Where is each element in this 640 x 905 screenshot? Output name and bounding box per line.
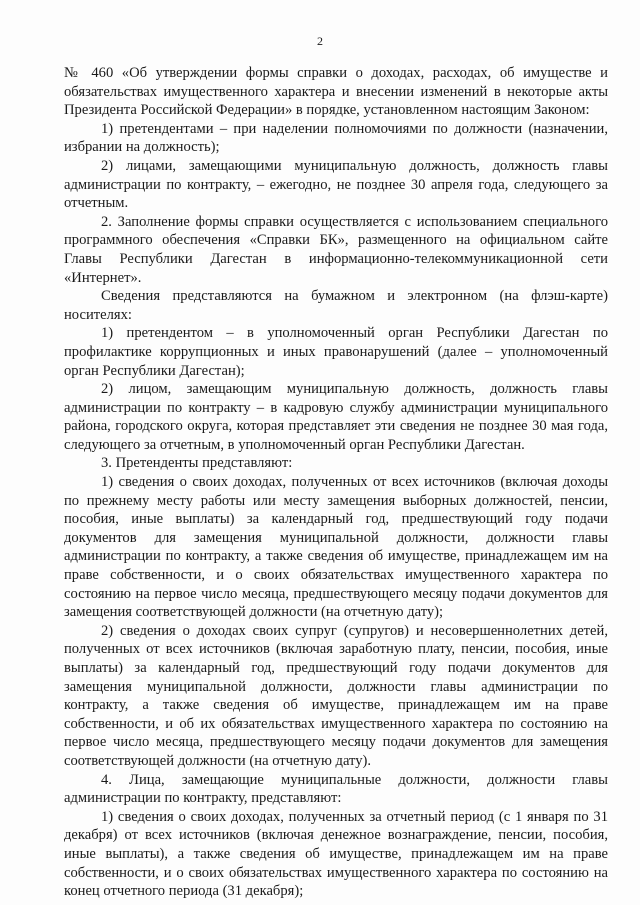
paragraph-reporting-income: 1) сведения о своих доходах, полученных за отчетный период (с 1 января по 31 декабря) от всех источников (включая денежное вознаграждение, пенсии, пособия, иные выплаты), а также сведения об имуществе, принадлежащем им на праве собственности, и о своих обязательствах имущественного характера по состоянию на конец отчетного периода (31 декабря);: [64, 808, 608, 900]
document-body: [64, 64, 608, 901]
paragraph-own-income: 1) сведения о своих доходах, полученных от всех источников (включая доходы по прежнему месту работы или месту замещения выборных должностей, пенсии, пособия, иные выплаты) за календарный год, предшествующий году подачи документов для замещения муниципальной должности, должности главы администрации по контракту, а также сведения об имуществе, принадлежащем им на праве собственности, и о своих обязательствах имущественного характера по состоянию на первое число месяца, предшествующего месяцу подачи документов для замещения соответствующей должности (на отчетную дату);: [64, 474, 608, 621]
paragraph-official-submission: 2) лицом, замещающим муниципальную должность, должность главы администрации по контракту – в кадровую службу администрации муниципального района, городского округа, которая представляет эти сведения не позднее 30 мая года, следующего за отчетным, в уполномоченный орган Республики Дагестан.: [64, 381, 608, 453]
page-number: 2: [317, 34, 323, 48]
paragraph-section-4: 4. Лица, замещающие муниципальные должности, должности главы администрации по контракту, представляют:: [64, 771, 608, 807]
paragraph-item-officials: 2) лицами, замещающими муниципальную должность, должность главы администрации по контракту, – ежегодно, не позднее 30 апреля года, следующего за отчетным.: [64, 157, 608, 212]
paragraph-item-applicants: 1) претендентами – при наделении полномочиями по должности (назначении, избрании на должность);: [64, 120, 608, 156]
paragraph-continuation: № 460 «Об утверждении формы справки о доходах, расходах, об имуществе и обязательствах имущественного характера и внесении изменений в некоторые акты Президента Российской Федерации» в порядке, установленном настоящим Законом:: [64, 65, 608, 119]
paragraph-applicant-submission: 1) претендентом – в уполномоченный орган Республики Дагестан по профилактике коррупционных и иных правонарушений (далее – уполномоченный орган Республики Дагестан);: [64, 325, 608, 379]
paragraph-section-2: 2. Заполнение формы справки осуществляется с использованием специального программного обеспечения «Справки БК», размещенного на официальном сайте Главы Республики Дагестан в информационно-телекоммуникационной сети «Интернет».: [64, 213, 608, 286]
paragraph-family-income: 2) сведения о доходах своих супруг (супругов) и несовершеннолетних детей, полученных от всех источников (включая заработную плату, пенсии, пособия, иные выплаты) за календарный год, предшествующий году подачи документов для замещения муниципальной должности, должности главы администрации по контракту, а также сведения об имуществе, принадлежащем им на праве собственности, и об их обязательствах имущественного характера по состоянию на первое число месяца, предшествующего месяцу подачи документов для замещения соответствующей должности (на отчетную дату).: [64, 622, 608, 769]
paragraph-section-3: 3. Претенденты представляют:: [101, 455, 293, 472]
paragraph-media: Сведения представляются на бумажном и электронном (на флэш-карте) носителях:: [64, 288, 608, 323]
